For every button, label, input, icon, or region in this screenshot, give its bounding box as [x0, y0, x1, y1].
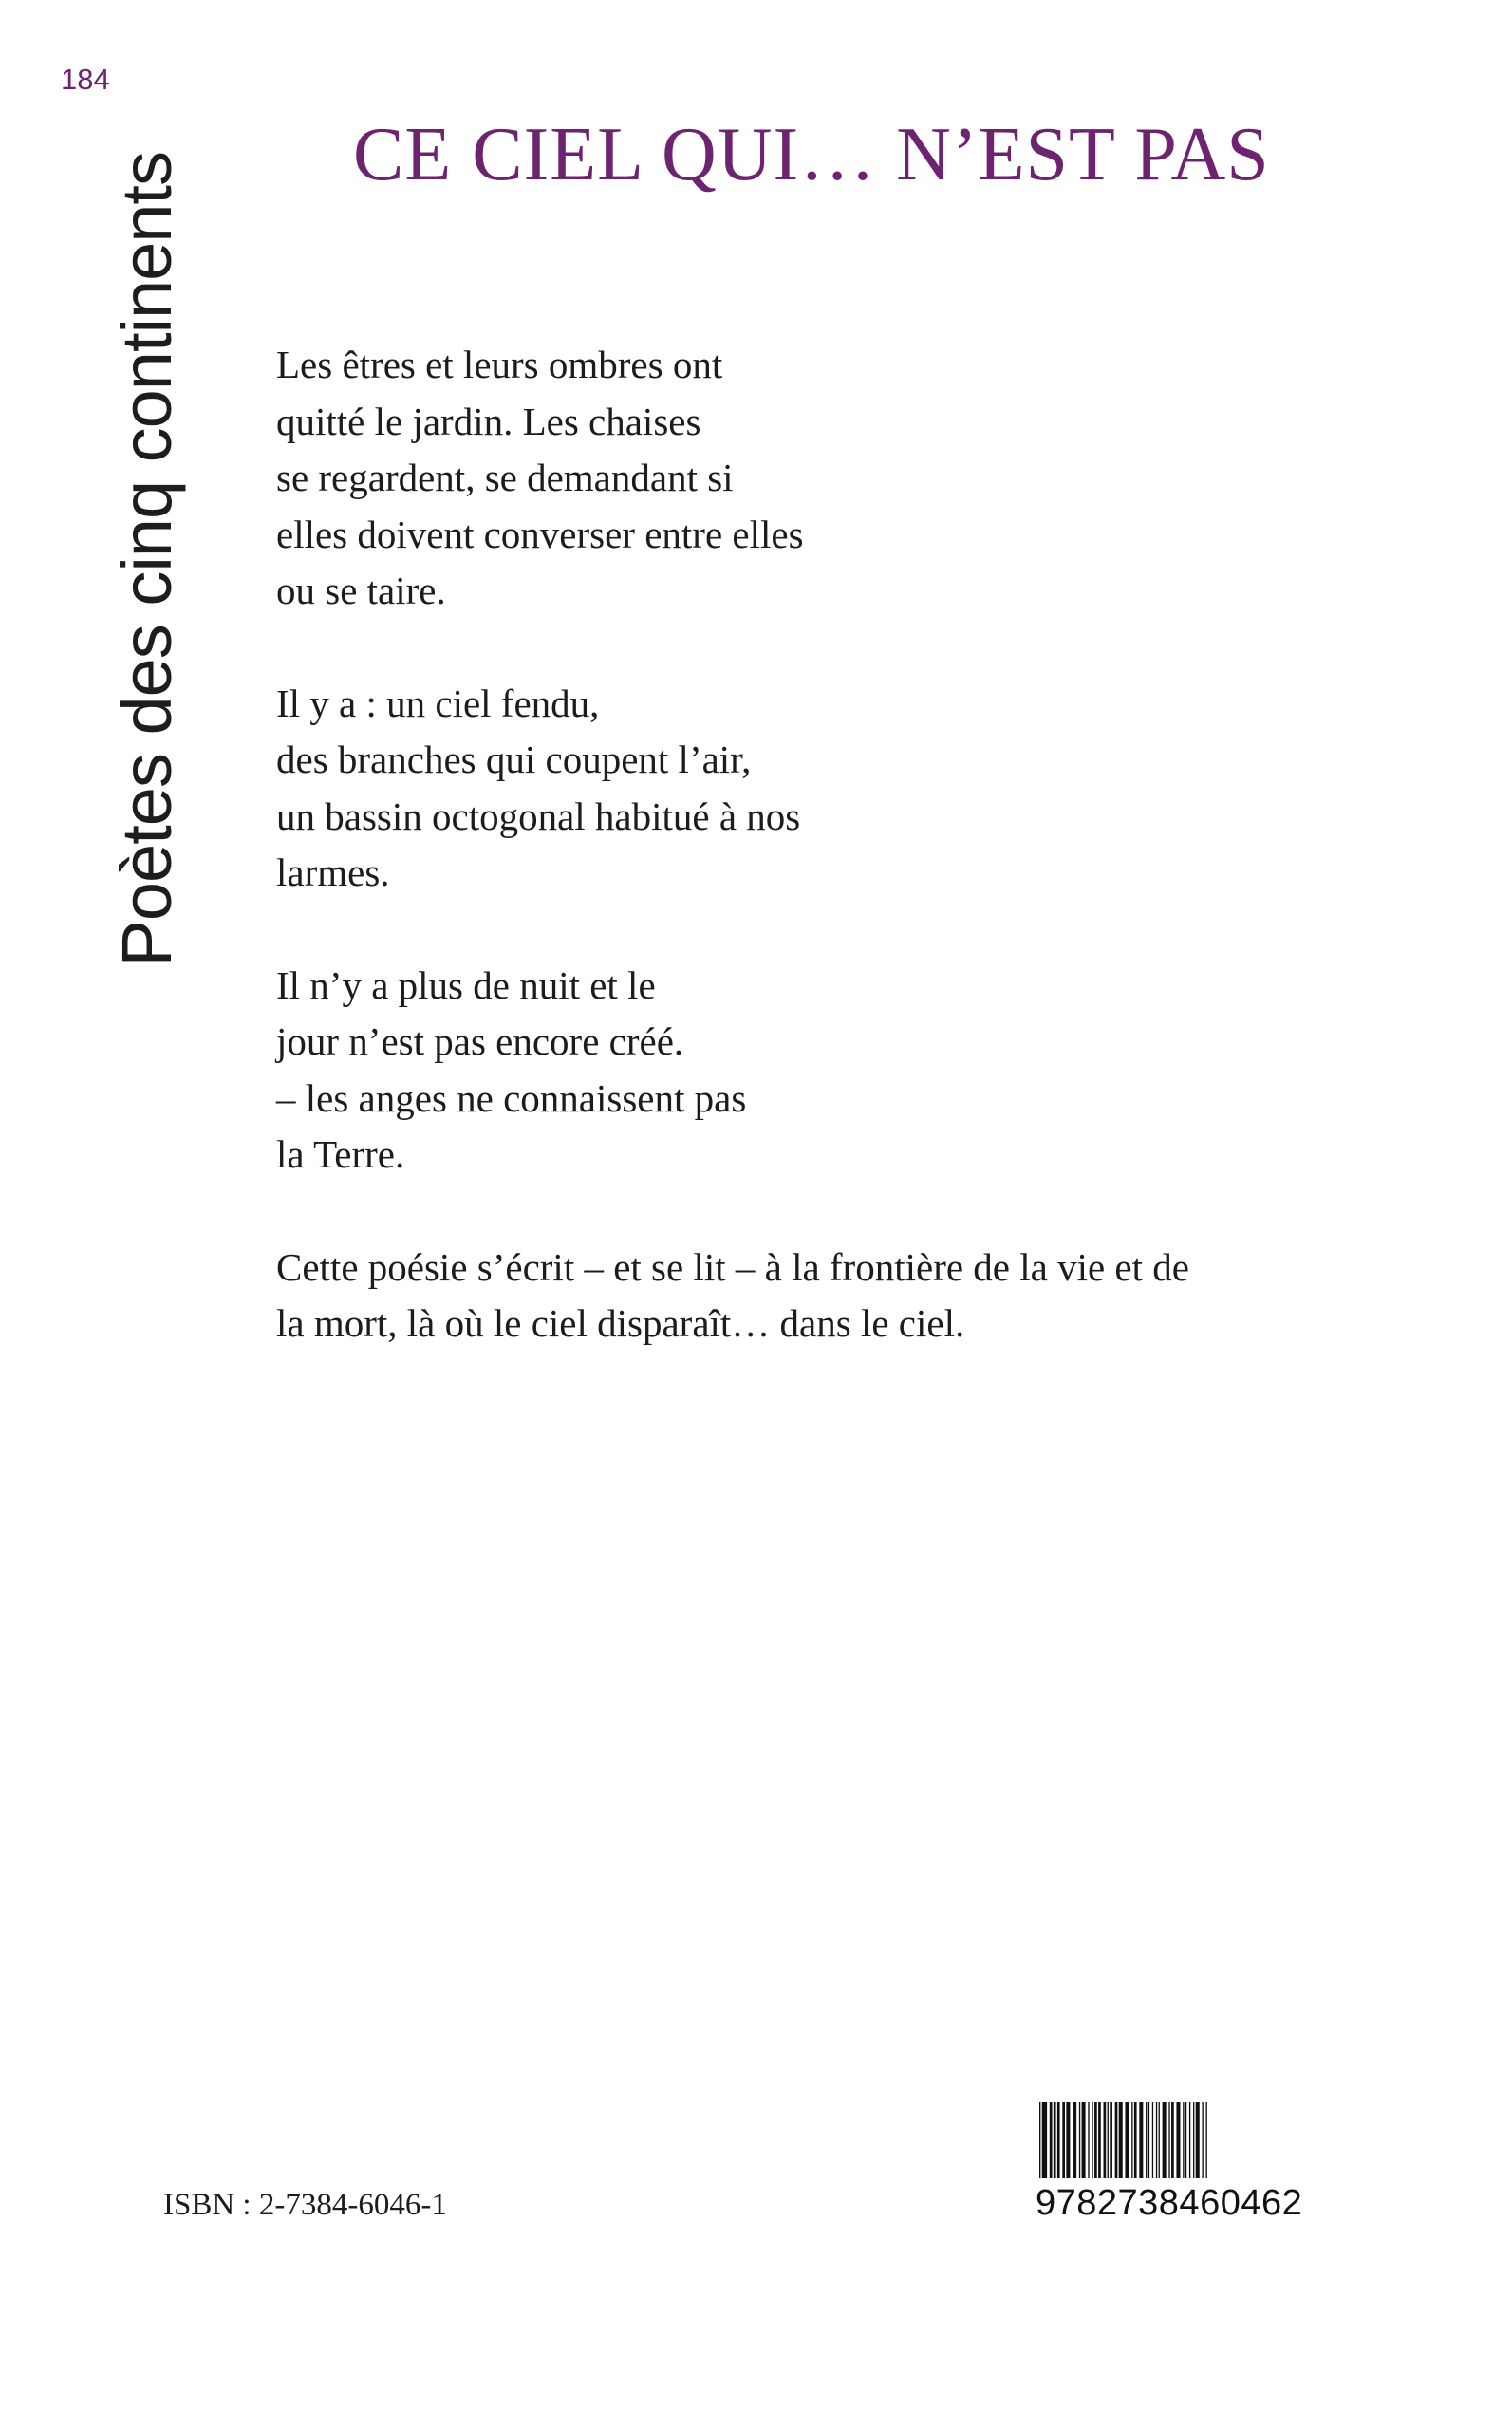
verse-line: ou se taire.: [276, 569, 446, 612]
barcode-digits: 9782738460462: [1036, 2183, 1303, 2223]
closing-line: la mort, là où le ciel disparaît… dans le ciel.: [276, 1301, 965, 1345]
barcode-bar: [1054, 2102, 1056, 2178]
verse-line: quitté le jardin. Les chaises: [276, 399, 701, 443]
barcode-bar: [1159, 2102, 1160, 2178]
barcode-bar: [1125, 2102, 1129, 2178]
verse-line: jour n’est pas encore créé.: [276, 1019, 684, 1063]
barcode-bar: [1176, 2102, 1180, 2178]
barcode-bar: [1146, 2102, 1147, 2178]
verse-line: Il y a : un ciel fendu,: [276, 681, 600, 725]
verse-line: un bassin octogonal habitué à nos: [276, 794, 801, 838]
barcode-bar: [1104, 2102, 1107, 2178]
barcode-bar: [1094, 2102, 1097, 2178]
barcode-bar: [1073, 2102, 1076, 2178]
barcode-bar: [1082, 2102, 1086, 2178]
barcode-bar: [1057, 2102, 1060, 2178]
barcode-bar: [1185, 2102, 1186, 2178]
barcode-bar: [1066, 2102, 1070, 2178]
barcode-bar: [1163, 2102, 1167, 2178]
barcode-bar: [1110, 2102, 1112, 2178]
series-name: Poètes des cinq continents: [107, 152, 186, 967]
closing-line: Cette poésie s’écrit – et se lit – à la frontière de la vie et de: [276, 1244, 1189, 1289]
barcode-bar: [1202, 2102, 1203, 2178]
barcode-bar: [1039, 2102, 1040, 2178]
verse-line: larmes.: [276, 850, 390, 894]
barcode-bar: [1108, 2102, 1109, 2178]
back-cover-text: [276, 337, 1368, 1353]
verse-line: Il n’y a plus de nuit et le: [276, 962, 656, 1007]
barcode-bar: [1131, 2102, 1132, 2178]
stanza: [276, 676, 1368, 902]
barcode-bar: [1119, 2102, 1123, 2178]
verse-line: la Terre.: [276, 1132, 405, 1176]
barcode-bar: [1206, 2102, 1207, 2178]
barcode-bar: [1098, 2102, 1101, 2178]
barcode-bar: [1196, 2102, 1200, 2178]
barcode-bar: [1193, 2102, 1194, 2178]
barcode-bar: [1168, 2102, 1169, 2178]
barcode-bar: [1139, 2102, 1143, 2178]
barcode-bar: [1042, 2102, 1047, 2178]
stanza: [276, 958, 1368, 1184]
verse-line: Les êtres et leurs ombres ont: [276, 343, 723, 386]
barcode-bar: [1152, 2102, 1153, 2178]
closing-paragraph: [276, 1240, 1368, 1353]
stanza: [276, 337, 1368, 620]
barcode-bar: [1062, 2102, 1065, 2178]
barcode-bar: [1050, 2102, 1053, 2178]
barcode-bar: [1134, 2102, 1137, 2178]
barcode-bar: [1156, 2102, 1157, 2178]
barcode-bar: [1088, 2102, 1089, 2178]
barcode-bar: [1148, 2102, 1149, 2178]
verse-line: elles doivent converser entre elles: [276, 512, 804, 556]
book-title: CE CIEL QUI… N’EST PAS: [353, 113, 1270, 196]
series-number: 184: [61, 63, 110, 96]
barcode-bar: [1115, 2102, 1118, 2178]
barcode-bar: [1079, 2102, 1080, 2178]
isbn-label: ISBN : 2-7384-6046-1: [163, 2188, 447, 2222]
barcode-bar: [1189, 2102, 1190, 2178]
barcode-bar: [1171, 2102, 1174, 2178]
verse-line: – les anges ne connaissent pas: [276, 1075, 747, 1120]
verse-line: se regardent, se demandant si: [276, 456, 734, 499]
barcode: [1036, 2102, 1320, 2254]
verse-line: des branches qui coupent l’air,: [276, 738, 752, 781]
barcode-bars-icon: [1036, 2102, 1320, 2178]
barcode-bar: [1183, 2102, 1184, 2178]
